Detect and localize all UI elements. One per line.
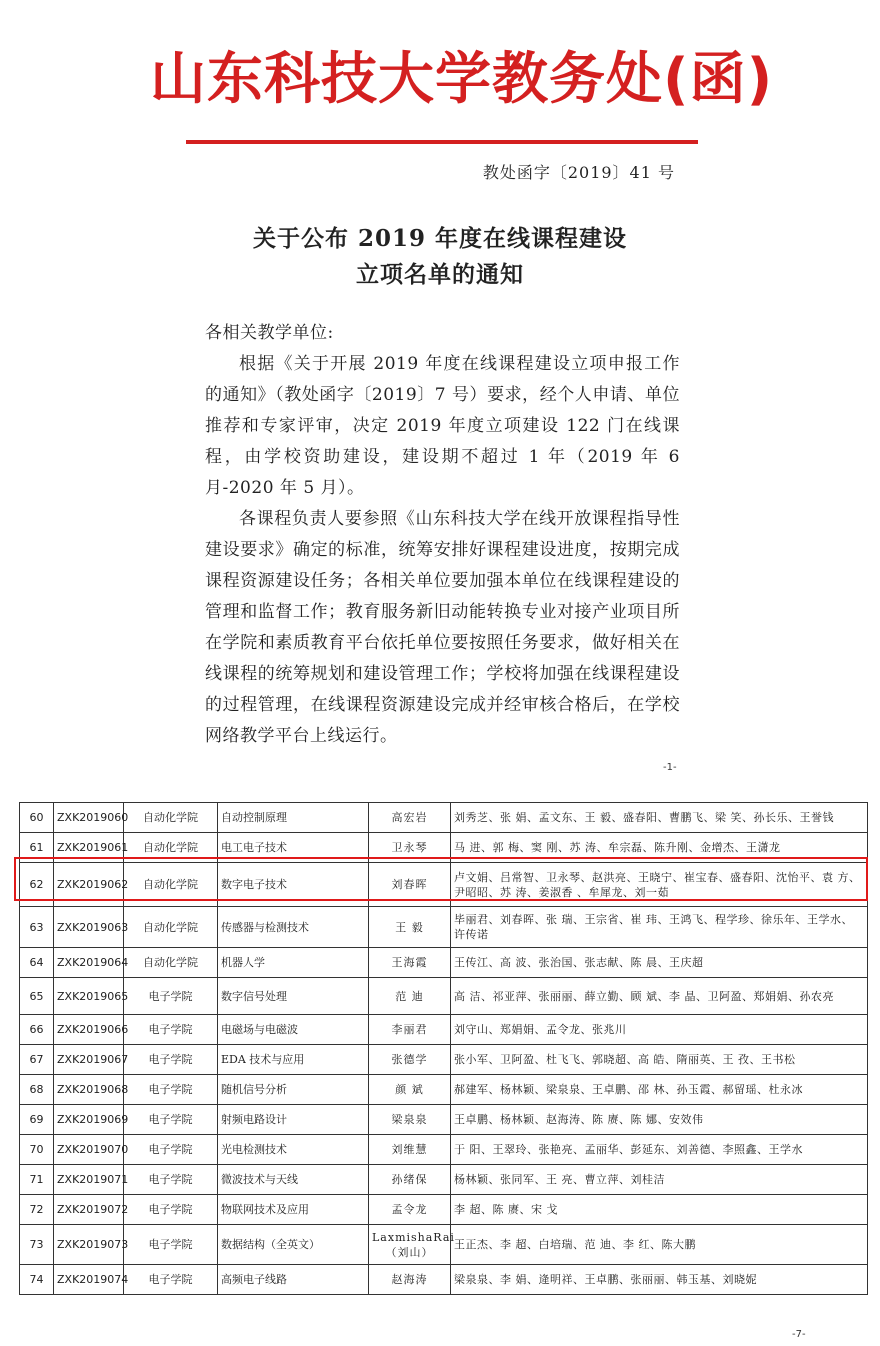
project-code: ZXK2019065	[54, 978, 124, 1015]
red-divider	[186, 140, 698, 144]
course-name: EDA 技术与应用	[218, 1045, 369, 1075]
table-row	[20, 1075, 868, 1105]
college: 自动化学院	[124, 803, 218, 833]
table-row	[20, 978, 868, 1015]
project-code: ZXK2019069	[54, 1105, 124, 1135]
course-leader: 颜 斌	[369, 1075, 451, 1105]
table-row	[20, 803, 868, 833]
course-leader: 梁泉泉	[369, 1105, 451, 1135]
course-leader: 刘维慧	[369, 1135, 451, 1165]
table-row	[20, 1015, 868, 1045]
project-code: ZXK2019074	[54, 1265, 124, 1295]
project-code: ZXK2019063	[54, 907, 124, 948]
team-members: 梁泉泉、李 娟、逄明祥、王卓鹏、张丽丽、韩玉基、刘晓妮	[451, 1265, 868, 1295]
college: 自动化学院	[124, 907, 218, 948]
course-name: 数字电子技术	[218, 863, 369, 907]
course-leader: 王海霞	[369, 948, 451, 978]
row-number: 66	[20, 1015, 54, 1045]
college: 自动化学院	[124, 948, 218, 978]
course-leader: 卫永琴	[369, 833, 451, 863]
team-members: 刘秀芝、张 娟、孟文东、王 毅、盛春阳、曹鹏飞、梁 笑、孙长乐、王誉钱	[451, 803, 868, 833]
course-name: 机器人学	[218, 948, 369, 978]
college: 电子学院	[124, 978, 218, 1015]
project-code: ZXK2019072	[54, 1195, 124, 1225]
table-row	[20, 1265, 868, 1295]
row-number: 74	[20, 1265, 54, 1295]
team-members: 王正杰、李 超、白培瑞、范 迪、李 红、陈大鹏	[451, 1225, 868, 1265]
letterhead-title: 山东科技大学教务处(函)	[150, 47, 774, 112]
row-number: 73	[20, 1225, 54, 1265]
team-members: 李 超、陈 赓、宋 戈	[451, 1195, 868, 1225]
course-name: 射频电路设计	[218, 1105, 369, 1135]
table-row	[20, 907, 868, 948]
course-leader: 张德学	[369, 1045, 451, 1075]
course-name: 微波技术与天线	[218, 1165, 369, 1195]
team-members: 马 进、郭 梅、窦 刚、苏 涛、牟宗磊、陈升刚、金增杰、王潇龙	[451, 833, 868, 863]
project-code: ZXK2019068	[54, 1075, 124, 1105]
row-number: 72	[20, 1195, 54, 1225]
highlight-box	[14, 857, 868, 901]
college: 自动化学院	[124, 833, 218, 863]
course-name: 高频电子线路	[218, 1265, 369, 1295]
notice-title-line1: 关于公布 2019 年度在线课程建设	[252, 225, 628, 252]
table-row	[20, 1165, 868, 1195]
course-name: 自动控制原理	[218, 803, 369, 833]
course-leader: 孙绪保	[369, 1165, 451, 1195]
row-number: 70	[20, 1135, 54, 1165]
team-members: 毕丽君、刘春晖、张 瑞、王宗省、崔 玮、王鸿飞、程学珍、徐乐年、王学水、许传诺	[451, 907, 868, 948]
college: 自动化学院	[124, 863, 218, 907]
row-number: 63	[20, 907, 54, 948]
row-number: 69	[20, 1105, 54, 1135]
college: 电子学院	[124, 1045, 218, 1075]
college: 电子学院	[124, 1165, 218, 1195]
project-code: ZXK2019062	[54, 863, 124, 907]
course-leader: 王 毅	[369, 907, 451, 948]
course-name: 电磁场与电磁波	[218, 1015, 369, 1045]
page-number-1: -1-	[663, 762, 677, 773]
college: 电子学院	[124, 1075, 218, 1105]
team-members: 高 洁、祁亚萍、张丽丽、薛立勤、顾 斌、李 晶、卫阿盈、郑娟娟、孙农亮	[451, 978, 868, 1015]
row-number: 67	[20, 1045, 54, 1075]
team-members: 王卓鹏、杨林颖、赵海涛、陈 赓、陈 娜、安效伟	[451, 1105, 868, 1135]
course-name: 传感器与检测技术	[218, 907, 369, 948]
paragraph-2: 各课程负责人要参照《山东科技大学在线开放课程指导性建设要求》确定的标准，统筹安排好课程建设进度，按期完成课程资源建设任务；各相关单位要加强本单位在线课程建设的管理和监督工作；教育服务新旧动能转换专业对接产业项目所在学院和素质教育平台依托单位要按照任务要求，做好相关在线课程的统筹规划和建设管理工作；学校将加强在线课程建设的过程管理，在线课程资源建设完成并经审核合格后，在学校网络教学平台上线运行。	[205, 509, 680, 746]
college: 电子学院	[124, 1105, 218, 1135]
project-code: ZXK2019071	[54, 1165, 124, 1195]
college: 电子学院	[124, 1135, 218, 1165]
notice-body	[205, 318, 680, 752]
project-code: ZXK2019070	[54, 1135, 124, 1165]
row-number: 68	[20, 1075, 54, 1105]
notice-title-line2: 立项名单的通知	[356, 261, 524, 288]
course-name: 数字信号处理	[218, 978, 369, 1015]
row-number: 65	[20, 978, 54, 1015]
course-leader: 赵海涛	[369, 1265, 451, 1295]
course-name: 数据结构（全英文）	[218, 1225, 369, 1265]
project-code: ZXK2019061	[54, 833, 124, 863]
table-row	[20, 1045, 868, 1075]
letterhead	[150, 40, 774, 150]
team-members: 卢文娟、吕常智、卫永琴、赵洪亮、王晓宁、崔宝春、盛春阳、沈怡平、袁 方、尹昭昭、苏 涛、姜淑香 、牟犀龙、刘一茹	[451, 863, 868, 907]
team-members: 刘守山、郑娟娟、孟令龙、张兆川	[451, 1015, 868, 1045]
page-number-7: -7-	[792, 1329, 806, 1340]
course-leader: LaxmishaRai（刘山）	[369, 1225, 451, 1265]
team-members: 于 阳、王翠玲、张艳亮、孟丽华、彭延东、刘善德、李照鑫、王学水	[451, 1135, 868, 1165]
table-row	[20, 948, 868, 978]
row-number: 64	[20, 948, 54, 978]
paragraph-1: 根据《关于开展 2019 年度在线课程建设立项申报工作的通知》（教处函字〔2019〕7 号）要求，经个人申请、单位推荐和专家评审，决定 2019 年度立项建设 122 门在线课程，由学校资助建设，建设期不超过 1 年（2019 年 6 月-2020 年 5 月）。	[205, 354, 680, 498]
course-leader: 范 迪	[369, 978, 451, 1015]
team-members: 郝建军、杨林颖、梁泉泉、王卓鹏、邵 林、孙玉霞、郝留瑶、杜永冰	[451, 1075, 868, 1105]
document-number: 教处函字〔2019〕41 号	[482, 163, 675, 182]
row-number: 60	[20, 803, 54, 833]
course-leader: 刘春晖	[369, 863, 451, 907]
row-number: 71	[20, 1165, 54, 1195]
course-leader: 孟令龙	[369, 1195, 451, 1225]
row-number: 62	[20, 863, 54, 907]
college: 电子学院	[124, 1225, 218, 1265]
salutation: 各相关教学单位:	[205, 323, 334, 343]
table-row	[20, 1105, 868, 1135]
course-leader: 高宏岩	[369, 803, 451, 833]
course-name: 随机信号分析	[218, 1075, 369, 1105]
table-row	[20, 1225, 868, 1265]
team-members: 张小军、卫阿盈、杜飞飞、郭晓超、高 皓、隋丽英、王 孜、王书松	[451, 1045, 868, 1075]
college: 电子学院	[124, 1195, 218, 1225]
table-row	[20, 1195, 868, 1225]
table-row	[20, 1135, 868, 1165]
course-name: 光电检测技术	[218, 1135, 369, 1165]
project-code: ZXK2019060	[54, 803, 124, 833]
course-name: 物联网技术及应用	[218, 1195, 369, 1225]
project-code: ZXK2019066	[54, 1015, 124, 1045]
project-code: ZXK2019067	[54, 1045, 124, 1075]
team-members: 王传江、高 波、张治国、张志献、陈 晨、王庆超	[451, 948, 868, 978]
row-number: 61	[20, 833, 54, 863]
team-members: 杨林颖、张同军、王 亮、曹立萍、刘桂洁	[451, 1165, 868, 1195]
project-code: ZXK2019064	[54, 948, 124, 978]
project-code: ZXK2019073	[54, 1225, 124, 1265]
course-leader: 李丽君	[369, 1015, 451, 1045]
course-name: 电工电子技术	[218, 833, 369, 863]
college: 电子学院	[124, 1015, 218, 1045]
college: 电子学院	[124, 1265, 218, 1295]
